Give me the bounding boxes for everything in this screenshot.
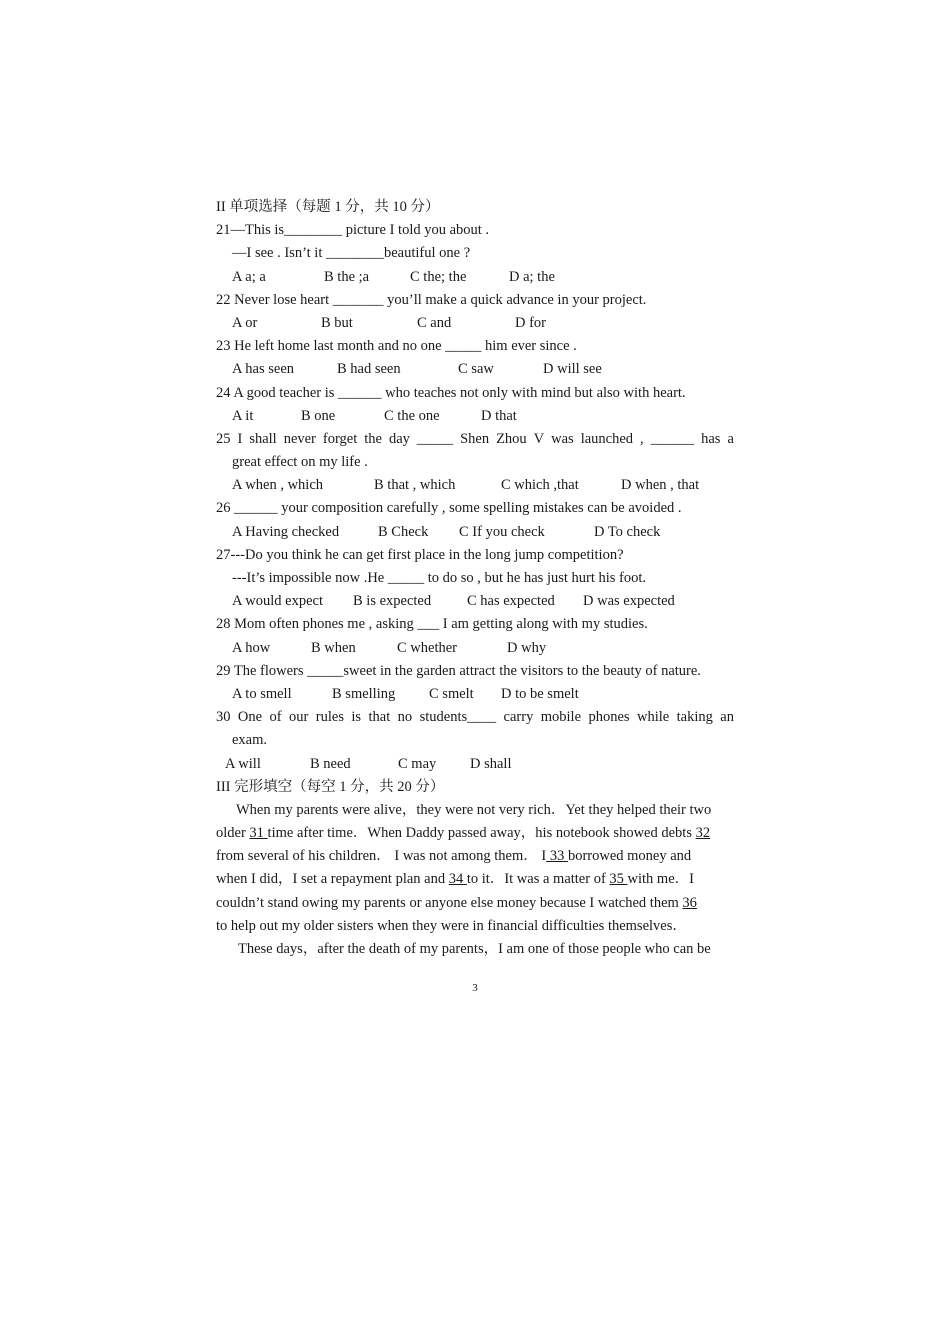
word: has bbox=[701, 430, 721, 447]
option-b: B smelling bbox=[332, 685, 396, 702]
question-26: 26 ______ your composition carefully , some spelling mistakes can be avoided . bbox=[216, 500, 682, 517]
word: I bbox=[237, 430, 243, 447]
blank-31: 31 bbox=[249, 825, 268, 842]
question-23-options bbox=[216, 358, 734, 381]
option-a: A a; a bbox=[232, 268, 266, 285]
option-d: D To check bbox=[594, 523, 661, 540]
word: taking bbox=[676, 709, 713, 726]
page-number: 3 bbox=[472, 982, 478, 994]
word: the bbox=[364, 430, 382, 447]
option-d: D a; the bbox=[509, 268, 555, 285]
option-b: B Check bbox=[378, 523, 429, 540]
word: rules bbox=[315, 709, 344, 726]
question-30-options bbox=[216, 753, 734, 776]
option-c: C smelt bbox=[429, 685, 474, 702]
word: was bbox=[551, 430, 574, 447]
option-c: C the; the bbox=[410, 268, 467, 285]
option-c: C may bbox=[398, 755, 437, 772]
word: forget bbox=[322, 430, 358, 447]
word: an bbox=[720, 709, 734, 726]
passage-text: with me．I bbox=[627, 871, 694, 888]
option-c: C saw bbox=[458, 361, 494, 378]
word: our bbox=[289, 709, 309, 726]
blank: ______ bbox=[650, 430, 695, 447]
passage-line bbox=[216, 822, 734, 845]
exam-page bbox=[216, 196, 734, 961]
question-28-options bbox=[216, 637, 734, 660]
word: carry bbox=[503, 709, 534, 726]
option-a: A or bbox=[232, 314, 258, 331]
passage-text: older bbox=[216, 825, 250, 842]
question-21-line-2: —I see . Isn’t it ________beautiful one ? bbox=[232, 245, 471, 262]
option-b: B when bbox=[311, 639, 356, 656]
question-25-options bbox=[216, 474, 734, 497]
question-26-options bbox=[216, 521, 734, 544]
question-22: 22 Never lose heart _______ you’ll make a quick advance in your project. bbox=[216, 291, 647, 308]
word: no bbox=[397, 709, 413, 726]
option-a: A will bbox=[225, 755, 261, 772]
option-d: D was expected bbox=[583, 593, 675, 610]
question-22-options bbox=[216, 312, 734, 335]
section-heading-cloze: III 完形填空（每空 1 分，共 20 分） bbox=[216, 778, 445, 795]
word: mobile bbox=[540, 709, 582, 726]
option-c: C and bbox=[417, 314, 452, 331]
option-a: A Having checked bbox=[232, 523, 340, 540]
question-24: 24 A good teacher is ______ who teaches not only with mind but also with heart. bbox=[216, 384, 686, 401]
passage-line: When my parents were alive，they were not very rich．Yet they helped their two bbox=[236, 801, 712, 818]
word: Shen bbox=[460, 430, 490, 447]
option-b: B the ;a bbox=[324, 268, 370, 285]
question-27-line-2: ---It’s impossible now .He _____ to do so , but he has just hurt his foot. bbox=[232, 570, 647, 586]
passage-line: These days，after the death of my parents，I am one of those people who can be bbox=[238, 941, 711, 957]
section-heading-multiple-choice: II 单项选择（每题 1 分，共 10 分） bbox=[216, 199, 440, 215]
option-c: C If you check bbox=[459, 523, 545, 540]
option-c: C has expected bbox=[467, 593, 555, 610]
question-25 bbox=[216, 428, 734, 451]
question-21-options bbox=[216, 266, 734, 289]
blank-35: 35 bbox=[609, 871, 628, 888]
passage-line bbox=[216, 868, 734, 891]
option-a: A would expect bbox=[232, 593, 324, 610]
passage-text: when I did，I set a repayment plan and bbox=[216, 871, 449, 888]
option-b: B is expected bbox=[353, 593, 432, 610]
question-27-options bbox=[216, 590, 734, 613]
word: launched bbox=[580, 430, 634, 447]
question-27: 27---Do you think he can get first place in the long jump competition? bbox=[216, 546, 624, 563]
option-b: B had seen bbox=[337, 361, 401, 378]
option-a: A when , which bbox=[232, 477, 324, 494]
word: , bbox=[640, 430, 644, 447]
word: is bbox=[351, 709, 362, 726]
option-c: C whether bbox=[397, 639, 457, 656]
word: 30 bbox=[216, 709, 231, 726]
option-b: B one bbox=[301, 407, 336, 424]
option-c: C the one bbox=[384, 407, 440, 424]
word: a bbox=[727, 430, 734, 447]
option-a: A to smell bbox=[232, 685, 292, 702]
word: never bbox=[283, 430, 316, 447]
question-29-options bbox=[216, 683, 734, 706]
passage-text: from several of his children． I was not among them． I bbox=[216, 848, 547, 865]
passage-line: to help out my older sisters when they were in financial difficulties themselves． bbox=[216, 917, 687, 934]
blank-34: 34 bbox=[448, 871, 467, 888]
option-b: B need bbox=[310, 755, 351, 772]
word: V bbox=[533, 430, 545, 447]
word: day bbox=[388, 430, 410, 447]
passage-text: time after time．When Daddy passed away，his notebook showed debts bbox=[267, 825, 696, 842]
word: shall bbox=[249, 430, 277, 447]
word: One bbox=[237, 709, 263, 726]
passage-line bbox=[216, 845, 734, 868]
word: 25 bbox=[216, 430, 231, 447]
question-30 bbox=[216, 706, 734, 729]
blank: _____ bbox=[416, 430, 454, 447]
option-d: D for bbox=[515, 314, 547, 331]
option-b: B that , which bbox=[374, 477, 456, 494]
blank-32: 32 bbox=[695, 825, 711, 842]
option-c: C which ,that bbox=[501, 477, 579, 494]
word: that bbox=[368, 709, 391, 726]
option-a: A it bbox=[232, 407, 254, 424]
blank-33: 33 bbox=[546, 848, 568, 865]
blank-36: 36 bbox=[682, 894, 697, 911]
option-a: A how bbox=[232, 639, 271, 656]
question-24-options bbox=[216, 405, 734, 428]
passage-text: couldn’t stand owing my parents or anyone else money because I watched them bbox=[216, 894, 683, 911]
question-21: 21—This is________ picture I told you about . bbox=[216, 222, 490, 239]
question-30-line-2: exam. bbox=[232, 732, 268, 749]
word: students____ bbox=[419, 709, 497, 726]
word: while bbox=[636, 709, 670, 726]
option-b: B but bbox=[321, 314, 353, 331]
word: phones bbox=[588, 709, 630, 726]
option-d: D why bbox=[507, 639, 547, 656]
option-d: D that bbox=[481, 407, 517, 424]
question-25-line-2: great effect on my life . bbox=[232, 454, 368, 471]
question-28: 28 Mom often phones me , asking ___ I am getting along with my studies. bbox=[216, 616, 648, 633]
option-d: D when , that bbox=[621, 477, 700, 494]
passage-text: borrowed money and bbox=[567, 848, 692, 865]
question-23: 23 He left home last month and no one _____ him ever since . bbox=[216, 338, 577, 355]
option-d: D shall bbox=[470, 755, 512, 772]
option-d: D will see bbox=[543, 361, 602, 378]
option-d: D to be smelt bbox=[501, 685, 579, 702]
option-a: A has seen bbox=[232, 361, 295, 378]
word: Zhou bbox=[496, 430, 527, 447]
passage-line bbox=[216, 892, 734, 915]
passage-text: to it．It was a matter of bbox=[466, 871, 610, 888]
word: of bbox=[269, 709, 282, 726]
question-29: 29 The flowers _____sweet in the garden attract the visitors to the beauty of nature. bbox=[216, 662, 701, 679]
